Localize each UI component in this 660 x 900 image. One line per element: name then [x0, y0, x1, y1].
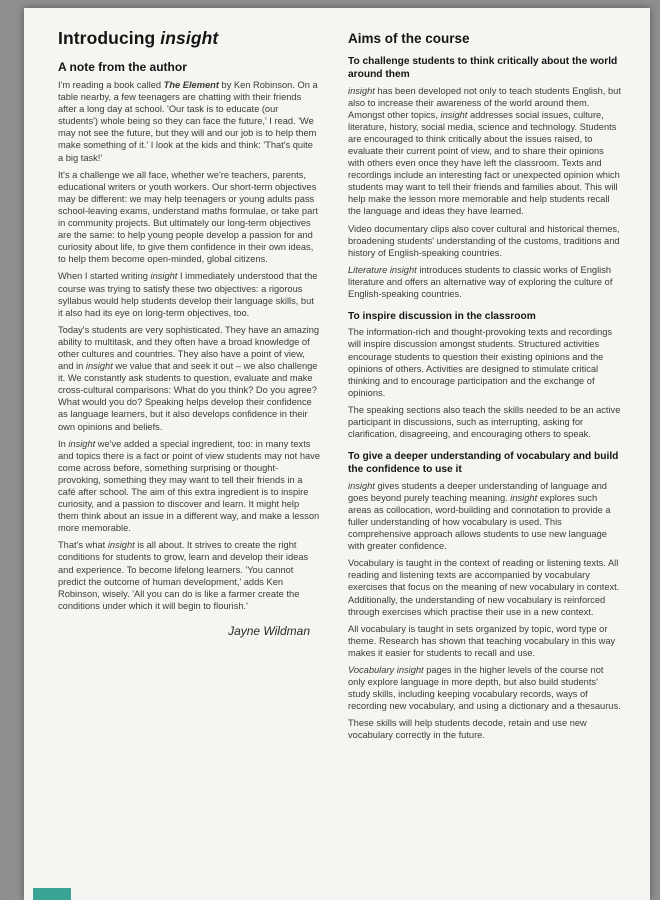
- paragraph: I'm reading a book called The Element by Ken Robinson. On a table nearby, a few teenagers are chatting with their friends after a long day at school. 'Our task is to educate (our students') whole being so they can face the future,' I read. 'We may not see the future, but they will and our job is to help them make something of it.' I look at the kids and think: 'That's quite a big task!': [58, 80, 318, 163]
- right-column: [348, 28, 622, 900]
- aims-section-vocabulary: [348, 450, 622, 741]
- page-title-italic: insight: [160, 28, 219, 48]
- paragraph: Vocabulary is taught in the context of reading or listening texts. All reading and listening texts are accompanied by vocabulary exercises that focus on the meaning of new vocabulary in context. Additionally, the understanding of new vocabulary is reinforced through exercises which practise their use in a new context.: [348, 558, 620, 617]
- left-column: [58, 28, 320, 900]
- paragraph: Vocabulary insight pages in the higher levels of the course not only explore language in more depth, but also build students' study skills, including keeping vocabulary records, ways of recording new vocabulary, and using a dictionary and a thesaurus.: [348, 665, 621, 712]
- paragraph: That's what insight is all about. It strives to create the right conditions for students to grow, learn and develop their ideas and experience. To become lifelong learners. 'You cannot predict the outcome of human development,' adds Ken Robinson, wisely. 'All you can do is like a farmer create the conditions under which it will begin to flourish.': [58, 540, 309, 611]
- aims-section-discussion: [348, 310, 622, 440]
- paragraph: Literature insight introduces students to classic works of English literature and offers an alternative way of exploring the culture of English-speaking countries.: [348, 264, 613, 299]
- paragraph: In insight we've added a special ingredient, too: in many texts and topics there is a fact or point of view students may not have come across before, something surprising or thought-provoking, something they may want to tell their friends in a café after school. The aim of this extra ingredient is to inspire curiosity, and a passion to discover and learn. It might help them think about an issue in a different way, and make a lesson more memorable.: [58, 438, 321, 534]
- section-heading: To challenge students to think critically about the world around them: [348, 56, 618, 81]
- paragraph: It's a challenge we all face, whether we're teachers, parents, educational writers or youth workers. Our short-term objectives may be different: we may help teenagers or young adults pass school-leaving exams, understand maths formulae, or take part in community projects. But ultimately our long-term objectives are the same: to help young people develop a passion for and curiosity about life, to give them confidence in their own ideas, to help them become open-minded, global citizens.: [58, 169, 318, 265]
- paragraph: These skills will help students decode, retain and use new vocabulary correctly in the future.: [348, 718, 587, 741]
- section-body: [348, 480, 622, 742]
- page-title-prefix: Introducing: [58, 28, 161, 48]
- paragraph: The speaking sections also teach the skills needed to be an active participant in discussions, such as interrupting, asking for clarification, disagreeing, and encouraging others to speak.: [348, 404, 621, 440]
- paragraph: All vocabulary is taught in sets organized by topic, word type or theme. Research has shown that teaching vocabulary in this way makes it easier for students to recall and use.: [348, 623, 616, 658]
- section-body: [348, 326, 622, 440]
- section-heading: To inspire discussion in the classroom: [348, 311, 536, 323]
- section-body: [348, 85, 622, 301]
- paragraph: Today's students are very sophisticated. They have an amazing ability to multitask, and they often have a broad knowledge of other cultures and countries. They also have a point of view, and in insight we value that and seek it out – we also challenge it. We constantly ask students to question, evaluate and make cross-cultural comparisons: What do you think? Do you agree? What would you do? Speaking helps develop their confidence as language learners, but it also develops confidence in their own opinions and beliefs.: [58, 324, 320, 432]
- paragraph: When I started writing insight I immediately understood that the course was trying to satisfy these two objectives: a rigorous syllabus would help students develop their language skills, but it also had its eye on long-term objectives, too.: [58, 271, 318, 318]
- paragraph: The information-rich and thought-provoking texts and recordings will inspire discussion amongst students. Structured activities encourage students to question their existing opinions and the opinions of others. Activities are designed to stimulate critical thinking and to encourage participation and the exchange of opinions.: [348, 327, 613, 398]
- author-note-heading: A note from the author: [58, 60, 187, 74]
- page-title: [58, 28, 320, 49]
- paragraph: insight has been developed not only to teach students English, but also to increase their awareness of the world around them. Amongst other topics, insight addresses social issues, culture, literature, history, social media, science and technology. Students are encouraged to think critically about the issues raised, to evaluate their current point of view, and to share their opinions with others even once they have left the classroom. Texts and recordings include an interesting fact or unexpected opinion which students may want to tell their friends and families about. This will help make the lesson more memorable and help students recall the language and ideas they have learned.: [348, 85, 621, 217]
- page-corner-accent: [33, 888, 71, 900]
- aims-title: Aims of the course: [348, 31, 470, 46]
- author-note-body: [58, 79, 320, 612]
- author-signature: Jayne Wildman: [228, 623, 310, 638]
- section-heading: To give a deeper understanding of vocabulary and build the confidence to use it: [348, 451, 619, 476]
- document-page: [24, 8, 650, 900]
- aims-section-critical-thinking: [348, 55, 622, 300]
- paragraph: insight gives students a deeper understanding of language and goes beyond purely teaching meaning. insight explores such areas as collocation, word-building and connotation to provide a fuller understanding of how vocabulary is used. This comprehensive approach allows students to use new language with greater confidence.: [348, 480, 611, 552]
- paragraph: Video documentary clips also cover cultural and historical themes, broadening students' understanding of the customs, traditions and history of English-speaking countries.: [348, 223, 620, 258]
